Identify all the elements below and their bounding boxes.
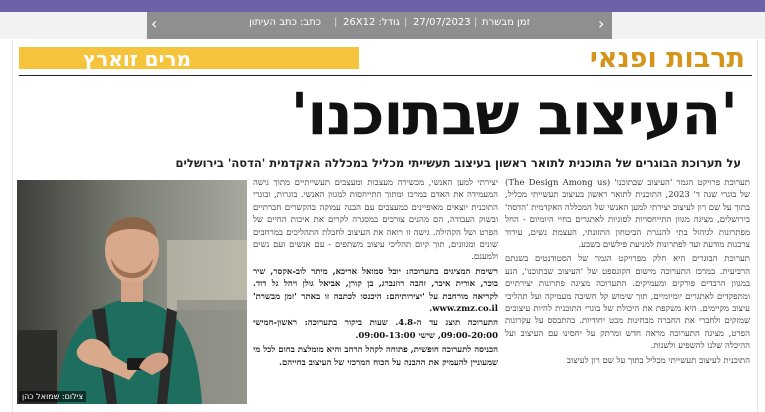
author-name: מרים זוארץ xyxy=(83,47,191,71)
article-column-2 xyxy=(253,177,498,409)
subheadline: על תערוכת הבוגרים של התוכנית לתואר ראשון בעיצוב תעשייתי מכליל במכללה האקדמית 'הדסה' בירושלים xyxy=(175,156,741,170)
photo-credit: צילום: שמואל כהן xyxy=(19,391,86,402)
article-photo xyxy=(17,180,247,404)
paragraph: תערוכת הבוגרים היא חלק מפרויקט הגמר של הסטודנטים בשנתם הרביעית. במרכז התערוכה מישום הקונספט של 'העיצוב שבתוכנו', הנע במגוון הרבדים פורקים ומעמיקים. התערוכה מציגה פתרונות יצירתיים ומתפקדים לאתגרים יומיומיים, תוך שימוש קל חשיבה מעמיקה ועל תהליכי עיצוב מקיימים. היא משקפת את היכולת של בוגרי התוכנית להיות עיצובים שמזקים ולחברי את החברה מבחינות מבט יחודיות. בהתבסס על עקרונות הפרט, מציגה התערוכה מראה חדש ומרתק על יחסינו עם העיצוב ועל ההיכלה שלנו להשפיע ולשנות. xyxy=(505,254,750,352)
meta-date: 27/07/2023 xyxy=(413,17,471,28)
meta-separator: | xyxy=(334,17,338,28)
paragraph: יצירתי למען האנשי, מכשירה מעצבות ומעצבים תעשייתיים מתוך גישה המעמידה את האדם במרכז ומתוך התייחסות למגוון האנשי. בוגרות, ובוגרי התוכנית יוצאים מאופיינים כמעצבים עם הבנה עמוקה בהקשרים חברתיים ובשוק העבודה, הם מהנים צורכים במסגרה לקרים את איכות החיים של הפרט ושל הקהילה. גישה זו רואה את העיצוב לחבלת התהליכים במרחבים שונים ומגוונים, תוך קיום תהליכי עיצוב משתפים - עם אנשים ועם נשים ולמענם. xyxy=(253,178,498,263)
info-bar xyxy=(0,12,765,39)
divider xyxy=(19,75,752,76)
headline: 'העיצוב שבתוכנו' xyxy=(290,80,737,148)
meta-separator: | xyxy=(404,17,408,28)
app-top-bar xyxy=(0,0,765,12)
paragraph-exhibitors: רשימת המציגים בתערוכה: יובל סמואל אריכא, מיתר לוב-אקסר, שיר בוכר, אורית איכר, זהבה רוזנברג, בן קורן, אביאל גולן ויהל גל דוד. לקריאה מורחבת על 'יצירותיהם: היכנסו לכתבה זו באתר 'זמן מבשרת' www.zmz.co.il. xyxy=(253,266,498,315)
paragraph-entry: הכניסה לתערוכה חופשית, פתוחה לקהל הרחב והיא מומלצת בחום לכל מי שמעוניין להעמיק את ההבנה על הכוח המרכזי של העיצוב בחייהם. xyxy=(253,345,498,368)
meta-writer: כתב: כתב העיתון xyxy=(249,17,322,28)
article-column-1 xyxy=(505,177,750,409)
paragraph: תערוכת פרויקט הגמר 'העיצוב שבתוכנו' (The Design Among us) של בוגרי שנה ד' 2023, התוכנית לתואר ראשון בעיצוב תעשייתי מכליל, בתוך על שם רון לעיצוב יצירתי למען האנשי של המכללה האקדמית 'הדסה' בירושלים, מציגה מגוון התייחסויות לסוגיות לאתגרים בחיי היומיום - החל מפתרונות לגיהול בתי להנגרת הביטחון התזונתי, העצמת נשים, עידוד צרכנות מודעת ועד לפתרונות למניעת פילשים בשבע. xyxy=(505,178,750,251)
meta-separator: | xyxy=(474,17,478,28)
paragraph: התוכנית לעיצוב תעשייתי מכליל בתוך על שם רון לעיצוב xyxy=(566,355,750,366)
photo-illustration xyxy=(17,180,247,404)
article-clipping xyxy=(12,40,758,412)
meta-publication: זמן מבשרת xyxy=(482,17,531,28)
meta-size: גודל: 26X12 xyxy=(343,17,400,28)
section-title: תרבות ופנאי xyxy=(589,43,745,74)
article-meta-box xyxy=(147,12,612,39)
prev-arrow-icon[interactable]: ‹ xyxy=(151,14,158,33)
next-arrow-icon[interactable]: › xyxy=(598,14,605,33)
paragraph-hours: התערוכה תוצג עד ה-4.8. שעות ביקור בתערוכה: ראשון-חמישי 09:00-20:00, שישי 09:00-13:00. xyxy=(253,318,498,341)
